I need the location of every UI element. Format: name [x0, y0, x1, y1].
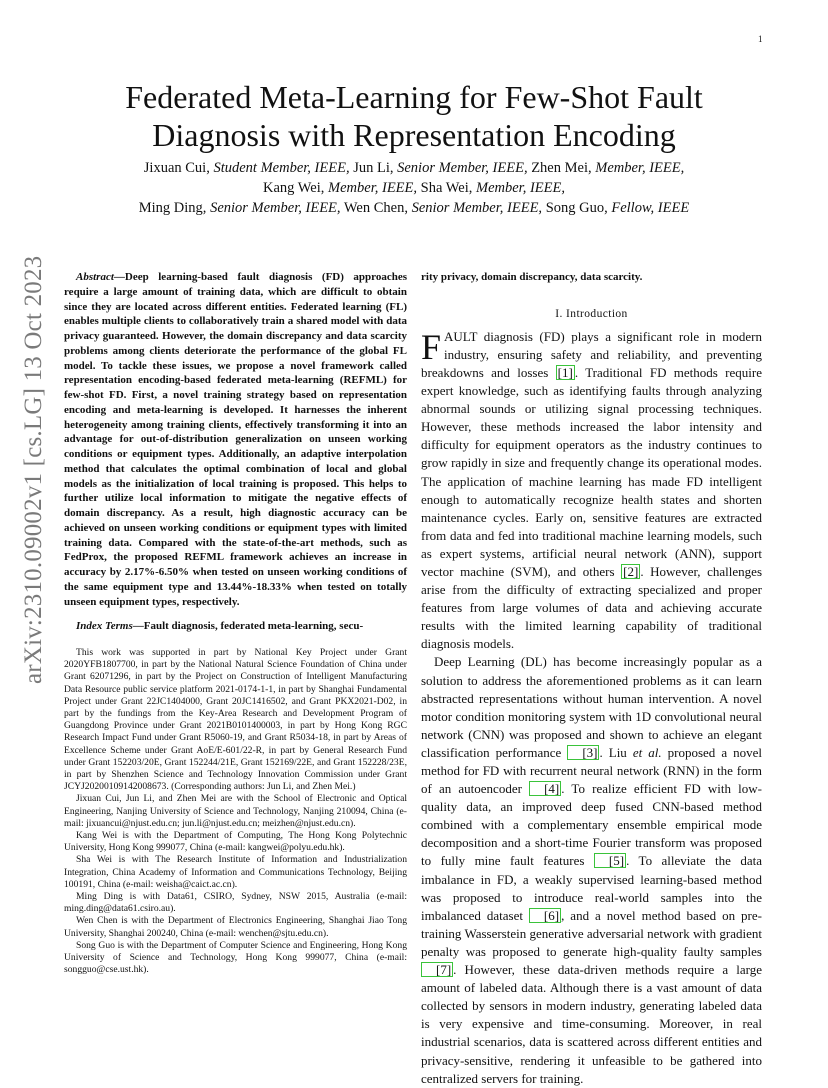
footnotes	[64, 647, 407, 976]
paragraph-text: . To alleviate the data imbalance in FD, a weakly supervised learning-based method was proposed to introduce real-world samples into the imbalanced dataset	[421, 853, 763, 923]
author-name: Song Guo,	[542, 200, 612, 216]
author-membership: Fellow, IEEE	[611, 200, 690, 216]
et-al: et al.	[632, 744, 662, 760]
author-line-3	[60, 198, 768, 218]
index-terms-label: Index Terms	[76, 620, 133, 633]
citation-link[interactable]: [6]	[529, 908, 561, 923]
author-name: Ming Ding,	[138, 200, 211, 216]
intro-body	[421, 328, 762, 1088]
footnote-funding: This work was supported in part by National Key Project under Grant 2020YFB1807700, in part by the National Natural Science Foundation of China under Grant 62071296, in part by the Project on Construction of Intelligent Manufacturing Data Resource public service platform 2021-0174-1-1, in part by Shanghai Fundamental Project under Grant 22JC1404000, Grant 20JC1416502, and Grant PKX2021-D02, in part by the fundings from the Key-Area Research and Development Program of Guangdong Province under Grant 2021B0101400003, in part by Hong Kong RGC Research Impact Fund under Grant R5060-19, and Grant R5034-18, in part by Areas of Excellence Scheme under Grant AoE/E-601/22-R, in part by General Research Fund under Grant 152203/20E, Grant 152244/21E, Grant 152169/22E, and Grant 152228/23E, in part by Shenzhen Science and Technology Innovation Commission under Grant JCYJ20200109142008673. (Corresponding authors: Jun Li, and Zhen Mei.)	[64, 647, 407, 793]
index-terms-continued: rity privacy, domain discrepancy, data scarcity.	[421, 271, 643, 283]
paragraph-text: . However, these data-driven methods require a large amount of labeled data. Although there is a vast amount of data collected by sensors in modern industry, generating labeled data is very expensive and time-consuming. Moreover, in real industrial scenarios, data is scattered across different entities and privacy-sensitive, rendering it unfeasible to be gathered into centralized servers for training.	[421, 962, 762, 1086]
arxiv-stamp: arXiv:2310.09002v1 [cs.LG] 13 Oct 2023	[20, 255, 47, 684]
section-heading: I. Introduction	[555, 307, 628, 320]
author-name: Jun Li,	[349, 160, 398, 176]
author-membership: Student Member, IEEE,	[213, 160, 350, 176]
author-membership: Senior Member, IEEE,	[210, 200, 341, 216]
footnote-affiliation: Song Guo is with the Department of Computer Science and Engineering, Hong Kong University of Science and Technology, Hong Kong 999077, China (e-mail: songguo@cse.ust.hk).	[64, 939, 407, 976]
footnote-affiliation: Jixuan Cui, Jun Li, and Zhen Mei are with the School of Electronic and Optical Engineering, Nanjing University of Science and Technology, Nanjing 210094, China (e-mail: jixuancui@njust.edu.cn; jun.li@njust.edu.cn; meizhen@njust.edu.cn).	[64, 793, 407, 829]
citation-link[interactable]: [3]	[567, 745, 599, 760]
author-name: Zhen Mei,	[527, 160, 596, 176]
author-membership: Member, IEEE,	[476, 180, 565, 196]
abstract-label: Abstract	[76, 271, 114, 283]
paragraph-text: . However, challenges arise from the difficulty of extracting specialized and proper features from large volumes of data and achieving accurate results with the limited learning capability of traditional diagnosis models.	[421, 563, 762, 652]
author-line-1	[60, 158, 768, 178]
author-name: Kang Wei,	[263, 180, 329, 196]
left-column	[64, 270, 407, 976]
citation-link[interactable]: [7]	[421, 962, 453, 977]
citation-link[interactable]: [4]	[529, 781, 561, 796]
abstract-text: —Deep learning-based fault diagnosis (FD) approaches require a large amount of training data, which are difficult to obtain since they are located across different entities. Federated learning (FL) enables multiple clients to collaboratively train a shared model with data privacy guaranteed. However, the domain discrepancy and data scarcity problems among clients deteriorate the performance of the global FL model. To tackle these issues, we propose a novel framework called representation encoding-based federated meta-learning (REFML) for few-shot FD. First, a novel training strategy based on representation encoding and meta-learning is developed. It harnesses the inherent heterogeneity among training clients, effectively transforming it into an advantage for out-of-distribution generalization on unseen working conditions or equipment types. Additionally, an adaptive interpolation method that calculates the optimal combination of local and global models as the initialization of local training is proposed. This helps to further utilize local information to mitigate the negative effects of domain discrepancy. As a result, high diagnostic accuracy can be achieved on unseen working conditions or equipment types with limited training data. Compared with the state-of-the-art methods, such as FedProx, the proposed REFML framework achieves an increase in accuracy by 2.17%-6.50% when tested on unseen working conditions of the same equipment type and 13.44%-18.33% when tested on totally unseen equipment types, respectively.	[64, 271, 407, 608]
paragraph-text: proposed a novel method for FD with recurrent neural network (RNN) in the form of an autoencoder	[421, 744, 763, 797]
author-membership: Senior Member, IEEE,	[411, 200, 543, 216]
index-terms	[64, 619, 407, 634]
author-line-2	[60, 178, 768, 198]
page-number: 1	[758, 34, 763, 44]
author-membership: Member, IEEE,	[595, 160, 685, 176]
paragraph-text: Deep Learning (DL) has become increasingly popular as a solution to address the aforementioned problems as it can learn abstracted representations without human intervention. A novel motor condition monitoring system with 1D convolutional neural network (CNN) was proposed and shown to achieve an elegant classification performance	[421, 654, 762, 760]
author-name: Sha Wei,	[417, 180, 476, 196]
paragraph-text: AULT diagnosis (FD) plays a significant role in modern industry, ensuring safety and reliability, and preventing breakdowns and losses	[421, 328, 762, 380]
index-terms-text: —Fault diagnosis, federated meta-learning, secu-	[132, 620, 364, 633]
author-name: Wen Chen,	[340, 200, 412, 216]
paragraph-text: . Traditional FD methods require expert knowledge, such as identifying faults through analyzing abnormal sounds or utilizing signal processing techniques. However, these methods increased the labor intensity and difficulty for equipment operators as the industry continues to grow rapidly in size and frequently change its operational modes. The application of machine learning has made FD intelligent enough to automatically recognize health states and shorten maintenance cycles. Early on, sensitive features are extracted from data and fed into traditional machine learning models, such as expert systems, artificial neural network (ANN), support vector machine (SVM), and others	[421, 364, 762, 579]
citation-link[interactable]: [2]	[623, 563, 639, 579]
paragraph-text: . Liu	[599, 744, 633, 760]
abstract	[64, 270, 407, 609]
intro-paragraph-1	[421, 328, 762, 654]
paper-title: Federated Meta-Learning for Few-Shot Fault Diagnosis with Representation Encoding	[125, 79, 703, 153]
footnote-affiliation: Ming Ding is with Data61, CSIRO, Sydney, NSW 2015, Australia (e-mail: ming.ding@data61.csiro.au).	[64, 891, 407, 915]
footnote-affiliation: Kang Wei is with the Department of Computing, The Hong Kong Polytechnic University, Hong Kong 999077, China (e-mail: kangwei@polyu.edu.hk).	[64, 830, 407, 854]
citation-link[interactable]: [5]	[594, 853, 626, 868]
author-membership: Senior Member, IEEE,	[397, 160, 528, 176]
right-column	[421, 270, 762, 1088]
author-name: Jixuan Cui,	[143, 160, 214, 176]
citation-link[interactable]: [1]	[557, 364, 573, 380]
paragraph-text: , and a novel method based on pre-training Wasserstein generative adversarial network with gradient penalty was proposed to generate high-quality faulty samples	[421, 907, 762, 959]
footnote-affiliation: Sha Wei is with The Research Institute of Information and Industrialization Integration, China Academy of Information and Communications Technology, Beijing 100191, China (e-mail: weisha@caict.ac.cn).	[64, 854, 407, 890]
intro-paragraph-2	[421, 653, 762, 1087]
footnote-affiliation: Wen Chen is with the Department of Electronics Engineering, Shanghai Jiao Tong University, Shanghai 200240, China (e-mail: wenchen@sjtu.edu.cn).	[64, 915, 407, 939]
drop-cap: F	[421, 326, 442, 367]
paragraph-text: . To realize efficient FD with low-quality data, an improved deep fused CNN-based method combined with a complementary ensemble empirical mode decomposition and a short-time Fourier transform was proposed to fully mine fault features	[421, 781, 763, 869]
author-membership: Member, IEEE,	[328, 180, 418, 196]
author-list	[60, 158, 768, 218]
